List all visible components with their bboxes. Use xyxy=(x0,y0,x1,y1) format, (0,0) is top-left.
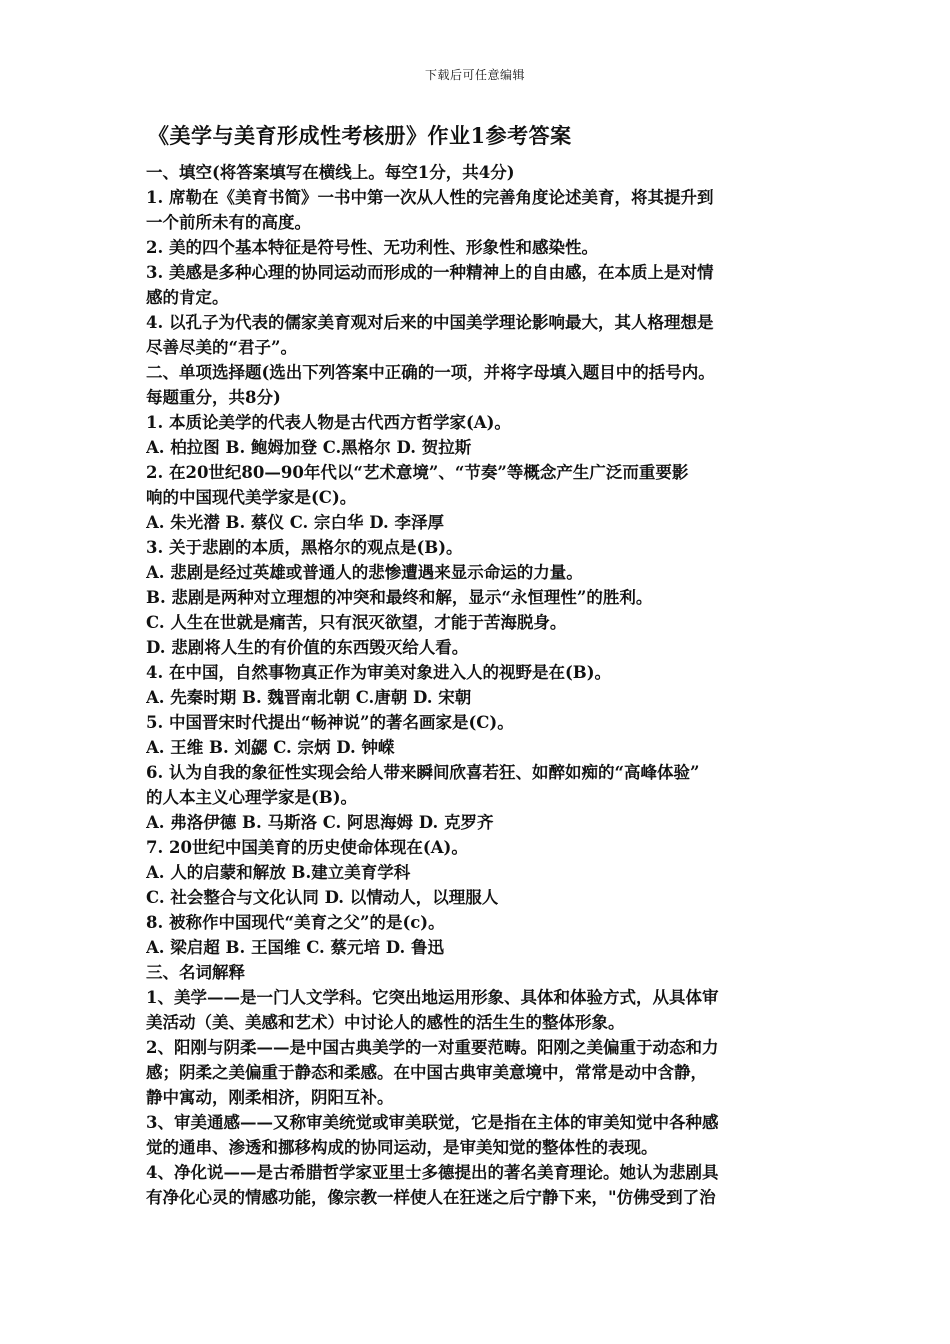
text-line: A. 梁启超 B. 王国维 C. 蔡元培 D. 鲁迅 xyxy=(146,938,444,957)
text-line: 2. 在20世纪80—90年代以“艺术意境”、“节奏”等概念产生广泛而重要影 xyxy=(146,463,689,482)
text-line: B. 悲剧是两种对立理想的冲突和最终和解，显示“永恒理性”的胜利。 xyxy=(146,588,653,607)
text-line: 三、名词解释 xyxy=(146,963,245,982)
text-line: 5. 中国晋宋时代提出“畅神说”的著名画家是(C)。 xyxy=(146,713,514,732)
text-line: A. 柏拉图 B. 鲍姆加登 C.黑格尔 D. 贺拉斯 xyxy=(146,438,472,457)
text-line: 感的肯定。 xyxy=(146,288,229,307)
text-line: C. 社会整合与文化认同 D. 以情动人，以理服人 xyxy=(146,888,499,907)
text-line: 每题重分，共8分) xyxy=(146,388,281,407)
header-note: 下载后可任意编辑 xyxy=(424,68,525,82)
text-line: A. 弗洛伊德 B. 马斯洛 C. 阿思海姆 D. 克罗齐 xyxy=(146,813,494,832)
text-line: 静中寓动，刚柔相济，阴阳互补。 xyxy=(146,1088,394,1107)
text-line: 觉的通串、渗透和挪移构成的协同运动，是审美知觉的整体性的表现。 xyxy=(146,1138,658,1157)
text-line: 3、审美通感——又称审美统觉或审美联觉，它是指在主体的审美知觉中各种感 xyxy=(146,1113,719,1132)
text-line: 1. 本质论美学的代表人物是古代西方哲学家(A)。 xyxy=(146,413,511,432)
text-line: A. 王维 B. 刘勰 C. 宗炳 D. 钟嵘 xyxy=(146,738,395,757)
text-line: C. 人生在世就是痛苦，只有泯灭欲望，才能于苦海脱身。 xyxy=(146,613,567,632)
text-line: 4. 在中国，自然事物真正作为审美对象进入人的视野是在(B)。 xyxy=(146,663,612,682)
text-line: 3. 关于悲剧的本质，黑格尔的观点是(B)。 xyxy=(146,538,463,557)
text-line: 4、净化说——是古希腊哲学家亚里士多德提出的著名美育理论。她认为悲剧具 xyxy=(146,1163,719,1182)
document-title: 《美学与美育形成性考核册》作业1参考答案 xyxy=(148,123,572,148)
text-line: 尽善尽美的“君子”。 xyxy=(146,338,297,357)
text-line: 的人本主义心理学家是(B)。 xyxy=(146,788,358,807)
text-line: A. 先秦时期 B. 魏晋南北朝 C.唐朝 D. 宋朝 xyxy=(146,688,472,707)
text-line: 2. 美的四个基本特征是符号性、无功利性、形象性和感染性。 xyxy=(146,238,598,257)
text-line: 有净化心灵的情感功能，像宗教一样使人在狂迷之后宁静下来，"仿佛受到了治 xyxy=(146,1188,716,1207)
text-line: D. 悲剧将人生的有价值的东西毁灭给人看。 xyxy=(146,638,469,657)
text-line: 1. 席勒在《美育书简》一书中第一次从人性的完善角度论述美育，将其提升到 xyxy=(146,188,714,207)
text-line: 美活动（美、美感和艺术）中讨论人的感性的活生生的整体形象。 xyxy=(146,1013,625,1032)
text-line: 6. 认为自我的象征性实现会给人带来瞬间欣喜若狂、如醉如痴的“高峰体验” xyxy=(146,763,700,782)
text-line: 7. 20世纪中国美育的历史使命体现在(A)。 xyxy=(146,838,468,857)
text-line: 4. 以孔子为代表的儒家美育观对后来的中国美学理论影响最大，其人格理想是 xyxy=(146,313,714,332)
text-line: 3. 美感是多种心理的协同运动而形成的一种精神上的自由感，在本质上是对情 xyxy=(146,263,714,282)
text-line: 2、阳刚与阴柔——是中国古典美学的一对重要范畴。阳刚之美偏重于动态和力 xyxy=(146,1038,719,1057)
text-line: 二、单项选择题(选出下列答案中正确的一项，并将字母填入题目中的括号内。 xyxy=(146,363,715,382)
text-line: A. 人的启蒙和解放 B.建立美育学科 xyxy=(146,863,411,882)
text-line: 感；阴柔之美偏重于静态和柔感。在中国古典审美意境中，常常是动中含静， xyxy=(146,1063,707,1082)
document-body xyxy=(146,160,818,1210)
text-line: 响的中国现代美学家是(C)。 xyxy=(146,488,357,507)
text-line: A. 朱光潜 B. 蔡仪 C. 宗白华 D. 李泽厚 xyxy=(146,513,444,532)
text-line: 一、填空(将答案填写在横线上。每空1分，共4分) xyxy=(146,163,515,182)
text-line: A. 悲剧是经过英雄或普通人的悲惨遭遇来显示命运的力量。 xyxy=(146,563,583,582)
text-line: 一个前所未有的高度。 xyxy=(146,213,311,232)
text-line: 8. 被称作中国现代“美育之父”的是(c)。 xyxy=(146,913,445,932)
text-line: 1、美学——是一门人文学科。它突出地运用形象、具体和体验方式，从具体审 xyxy=(146,988,719,1007)
